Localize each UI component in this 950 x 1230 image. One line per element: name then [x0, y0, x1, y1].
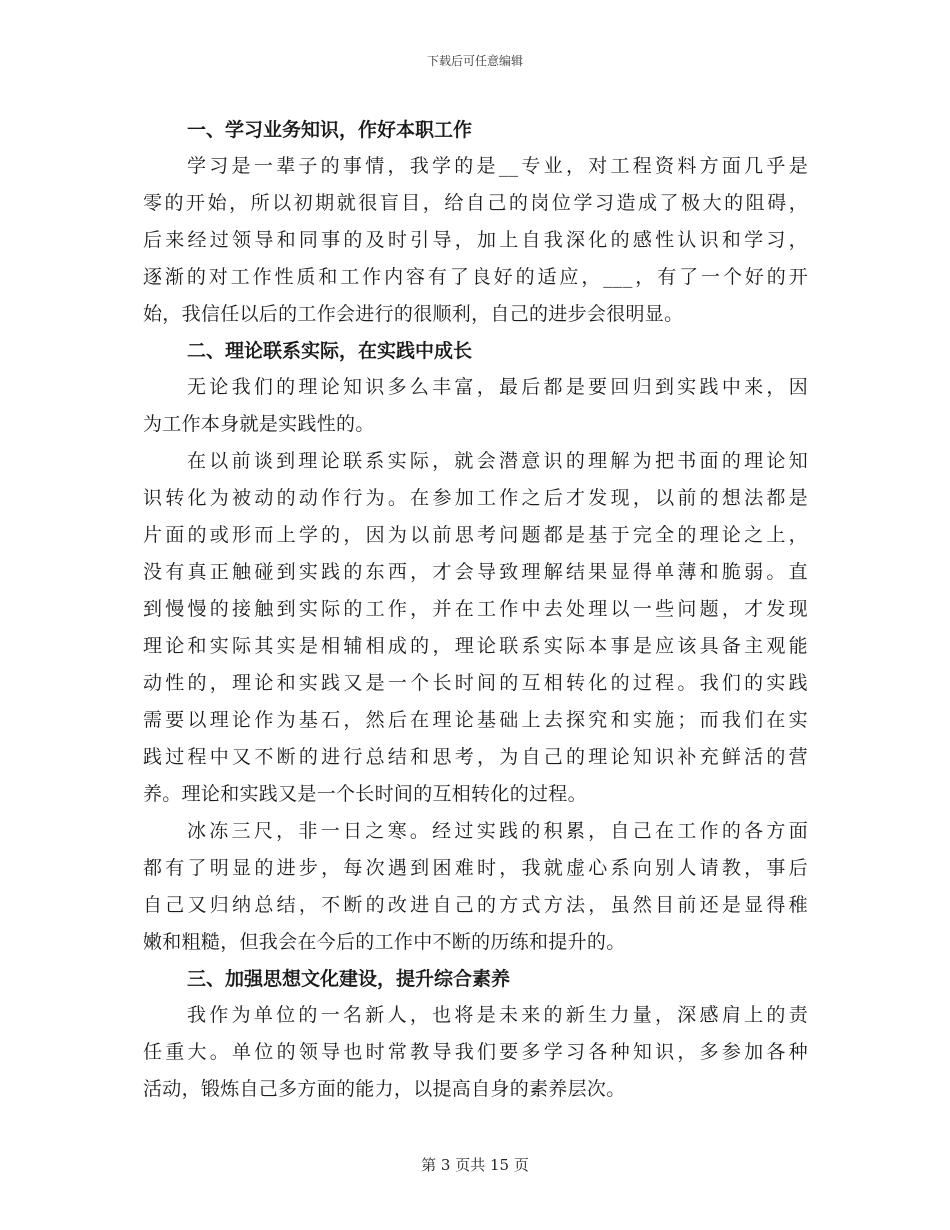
section-heading: 二、理论联系实际，在实践中成长 [187, 340, 473, 362]
paragraph [143, 997, 808, 1108]
paragraph-line: 养。理论和实践又是一个长时间的互相转化的过程。 [143, 783, 587, 805]
paragraph [143, 813, 808, 961]
paragraph-line: 任重大。单位的领导也时常教导我们要多学习各种知识，多参加各种 [143, 1041, 808, 1063]
paragraph-line: 在以前谈到理论联系实际，就会潜意识的理解为把书面的理论知 [187, 450, 808, 472]
paragraph [143, 148, 808, 333]
page-header: 下载后可任意编辑 [426, 54, 523, 68]
paragraph-line: 无论我们的理论知识多么丰富，最后都是要回归到实践中来，因 [187, 376, 808, 398]
paragraph-line: 后来经过领导和同事的及时引导，加上自我深化的感性认识和学习， [143, 229, 808, 251]
paragraph-line: 我作为单位的一名新人，也将是未来的新生力量，深感肩上的责 [187, 1004, 808, 1026]
paragraph-line: 践过程中又不断的进行总结和思考，为自己的理论知识补充鲜活的营 [143, 746, 808, 768]
paragraph-line: 理论和实际其实是相辅相成的，理论联系实际本事是应该具备主观能 [143, 635, 808, 657]
paragraph-line: 为工作本身就是实践性的。 [143, 413, 375, 435]
paragraph-line: 逐渐的对工作性质和工作内容有了良好的适应，___，有了一个好的开 [143, 266, 808, 288]
paragraph-line: 动性的，理论和实践又是一个长时间的互相转化的过程。我们的实践 [143, 672, 808, 694]
paragraph-line: 都有了明显的进步，每次遇到困难时，我就虚心系向别人请教，事后 [143, 857, 808, 879]
paragraph-line: 片面的或形而上学的，因为以前思考问题都是基于完全的理论之上， [143, 524, 808, 546]
paragraph-line: 活动，锻炼自己多方面的能力，以提高自身的素养层次。 [143, 1078, 626, 1100]
paragraph-line: 没有真正触碰到实践的东西，才会导致理解结果显得单薄和脆弱。直 [143, 561, 808, 583]
paragraph-line: 自己又归纳总结，不断的改进自己的方式方法，虽然目前还是显得稚 [143, 894, 808, 916]
paragraph-line: 冰冻三尺，非一日之寒。经过实践的积累，自己在工作的各方面 [187, 820, 808, 842]
section-heading: 三、加强思想文化建设，提升综合素养 [187, 968, 511, 990]
paragraph-line: 始，我信任以后的工作会进行的很顺利，自己的进步会很明显。 [143, 303, 684, 325]
paragraph-line: 零的开始，所以初期就很盲目，给自己的岗位学习造成了极大的阻碍， [143, 192, 808, 214]
paragraph-line: 学习是一辈子的事情，我学的是__专业，对工程资料方面几乎是 [187, 155, 808, 177]
paragraph [143, 443, 808, 813]
paragraph-line: 到慢慢的接触到实际的工作，并在工作中去处理以一些问题，才发现 [143, 598, 808, 620]
paragraph-line: 嫩和粗糙，但我会在今后的工作中不断的历练和提升的。 [143, 931, 626, 953]
page-number: 第 3 页共 15 页 [421, 1156, 529, 1174]
section-heading: 一、学习业务知识，作好本职工作 [187, 119, 473, 141]
paragraph-line: 需要以理论作为基石，然后在理论基础上去探究和实施；而我们在实 [143, 709, 808, 731]
paragraph [143, 369, 808, 443]
paragraph-line: 识转化为被动的动作行为。在参加工作之后才发现，以前的想法都是 [143, 487, 808, 509]
document-body [143, 112, 808, 1108]
